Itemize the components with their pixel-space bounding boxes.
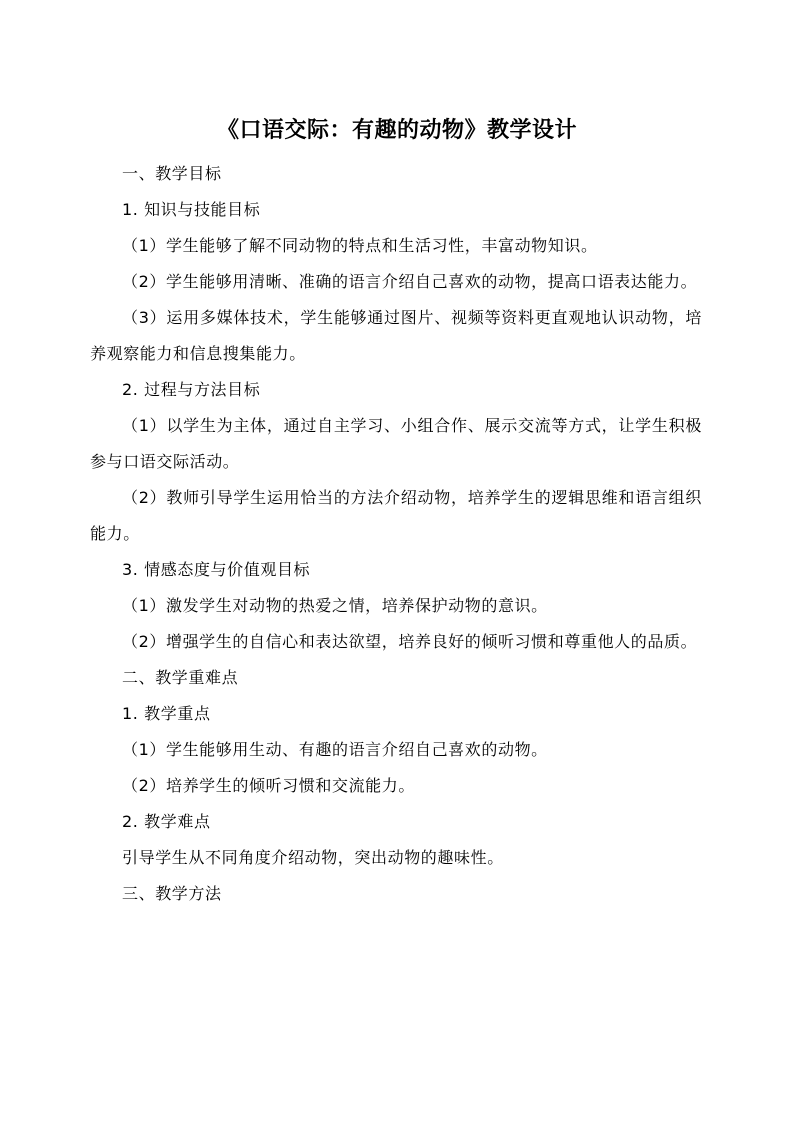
paragraph: （2）增强学生的自信心和表达欲望，培养良好的倾听习惯和尊重他人的品质。 bbox=[122, 632, 698, 651]
paragraph: （2）学生能够用清晰、准确的语言介绍自己喜欢的动物，提高口语表达能力。 bbox=[122, 272, 698, 291]
paragraph: 引导学生从不同角度介绍动物，突出动物的趣味性。 bbox=[122, 848, 504, 867]
paragraph: （2）教师引导学生运用恰当的方法介绍动物，培养学生的逻辑思维和语言组织能力。 bbox=[90, 488, 702, 543]
subsection-heading-key-points: 1. 教学重点 bbox=[122, 704, 211, 723]
document-title: 《口语交际：有趣的动物》教学设计 bbox=[216, 118, 577, 143]
paragraph: （3）运用多媒体技术，学生能够通过图片、视频等资料更直观地认识动物，培养观察能力和信息搜集能力。 bbox=[90, 308, 702, 363]
subsection-heading-knowledge-skills: 1. 知识与技能目标 bbox=[122, 200, 261, 219]
subsection-heading-emotions-values: 3. 情感态度与价值观目标 bbox=[122, 560, 311, 579]
paragraph: （2）培养学生的倾听习惯和交流能力。 bbox=[122, 776, 415, 795]
subsection-heading-difficult-points: 2. 教学难点 bbox=[122, 812, 211, 831]
subsection-heading-process-methods: 2. 过程与方法目标 bbox=[122, 380, 261, 399]
section-heading-teaching-goals: 一、教学目标 bbox=[122, 164, 222, 183]
paragraph: （1）学生能够用生动、有趣的语言介绍自己喜欢的动物。 bbox=[122, 740, 548, 759]
paragraph: （1）激发学生对动物的热爱之情，培养保护动物的意识。 bbox=[122, 596, 548, 615]
document-body bbox=[90, 156, 702, 912]
section-heading-teaching-methods: 三、教学方法 bbox=[122, 884, 222, 903]
paragraph: （1）学生能够了解不同动物的特点和生活习性，丰富动物知识。 bbox=[122, 236, 598, 255]
paragraph: （1）以学生为主体，通过自主学习、小组合作、展示交流等方式，让学生积极参与口语交际活动。 bbox=[90, 416, 702, 471]
section-heading-key-difficult-points: 二、教学重难点 bbox=[122, 668, 239, 687]
